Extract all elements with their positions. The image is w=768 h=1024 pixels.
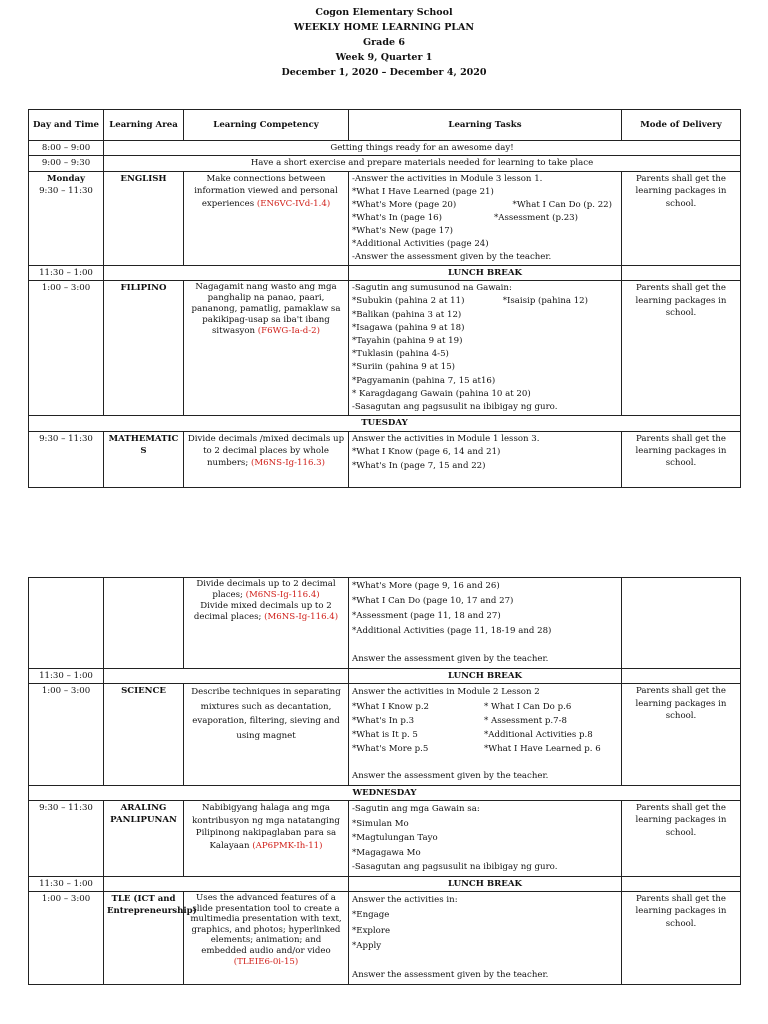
table-row xyxy=(29,684,741,785)
table-row xyxy=(29,141,741,156)
time-cell: 11:30 – 1:00 xyxy=(29,669,104,684)
empty-cell xyxy=(622,876,741,891)
task-item: *What I Know (page 6, 14 and 21) xyxy=(352,447,501,458)
task-item: Answer the activities in Module 2 Lesson 2 xyxy=(352,687,540,698)
day-time-cell xyxy=(29,171,104,265)
date-range: December 1, 2020 – December 4, 2020 xyxy=(281,67,487,78)
task-item: *Additional Activities (page 24) xyxy=(352,238,489,249)
task-item: *What I Have Learned p. 6 xyxy=(484,744,601,755)
competency-text: Divide decimals /mixed decimals up to 2 decimal places by whole numbers; xyxy=(187,433,345,469)
task-item: *Assessment (p.23) xyxy=(493,212,578,223)
competency-code: (F6WG-Ia-d-2) xyxy=(257,326,320,337)
mode-of-delivery: Parents shall get the learning packages in school. xyxy=(622,281,741,416)
task-pair xyxy=(352,728,618,742)
table-row xyxy=(29,171,741,265)
learning-area: FILIPINO xyxy=(104,281,184,416)
time-cell: 1:00 – 3:00 xyxy=(29,281,104,416)
empty-cell xyxy=(622,669,741,684)
table-row xyxy=(29,578,741,669)
competency-code: (EN6VC-IVd-1.4) xyxy=(256,198,331,209)
task-item: * Karagdagang Gawain (pahina 10 at 20) xyxy=(352,388,531,399)
task-item: *Explore xyxy=(352,925,391,936)
competency-text: Nabibigyang halaga ang mga kontribusyon ng mga natatanging Pilipinong nakipaglaban para sa Kalayaan xyxy=(192,803,340,851)
task-item: *What's In (page 16) xyxy=(352,212,442,223)
table-row xyxy=(29,785,741,800)
empty-cell xyxy=(104,265,349,280)
day-divider: TUESDAY xyxy=(29,416,741,431)
task-item: *Engage xyxy=(352,910,390,921)
col-header-day-time: Day and Time xyxy=(29,110,104,141)
competency-code: (M6NS-Ig-116.3) xyxy=(250,458,325,469)
task-pair xyxy=(352,212,618,225)
time-cell: 11:30 – 1:00 xyxy=(29,265,104,280)
competency-text: Divide decimals up to 2 decimal places; xyxy=(196,579,336,600)
table-row xyxy=(29,891,741,985)
learning-area: SCIENCE xyxy=(104,684,184,785)
general-activity: Getting things ready for an awesome day! xyxy=(104,141,741,156)
learning-tasks xyxy=(349,431,622,488)
empty-cell xyxy=(104,876,349,891)
task-item: *Additional Activities (page 11, 18-19 and 28) xyxy=(352,626,552,636)
task-item: *Tuklasin (pahina 4-5) xyxy=(352,349,449,360)
learning-plan-table-page2 xyxy=(28,577,741,985)
plan-title: WEEKLY HOME LEARNING PLAN xyxy=(293,22,475,33)
task-item: * Assessment p.7-8 xyxy=(484,715,567,726)
time-cell: 1:00 – 3:00 xyxy=(29,684,104,785)
competency-code: (AP6PMK-Ih-11) xyxy=(252,840,323,851)
col-header-area: Learning Area xyxy=(104,110,184,141)
learning-tasks xyxy=(349,801,622,877)
empty-cell xyxy=(104,669,349,684)
task-item: *Magagawa Mo xyxy=(352,847,421,858)
task-item: *What's In (page 7, 15 and 22) xyxy=(352,460,486,471)
task-item: *Isaisip (pahina 12) xyxy=(502,296,588,307)
time-cell: 9:30 – 11:30 xyxy=(29,431,104,488)
empty-cell xyxy=(622,578,741,669)
table-header-row xyxy=(29,110,741,141)
table-row xyxy=(29,281,741,416)
task-item: *Magtulungan Tayo xyxy=(352,833,438,844)
competency-code: (M6NS-Ig-116.4) xyxy=(245,590,320,600)
task-item: *Apply xyxy=(352,941,382,952)
table-row xyxy=(29,431,741,488)
learning-tasks xyxy=(349,578,622,669)
competency-code: (M6NS-Ig-116.4) xyxy=(264,612,339,622)
task-pair xyxy=(352,199,618,212)
table-row xyxy=(29,801,741,877)
task-item: * What I Can Do p.6 xyxy=(484,701,572,712)
task-pair xyxy=(352,700,618,714)
mode-of-delivery: Parents shall get the learning packages in school. xyxy=(622,801,741,877)
competency-text: Make connections between information viewed and personal experiences xyxy=(194,173,338,209)
empty-cell xyxy=(622,265,741,280)
task-item: Answer the assessment given by the teacher. xyxy=(352,969,549,980)
learning-area: ENGLISH xyxy=(104,171,184,265)
task-item: *Isagawa (pahina 9 at 18) xyxy=(352,322,465,333)
task-item: *What's New (page 17) xyxy=(352,225,454,236)
learning-competency: Describe techniques in separating mixtures such as decantation, evaporation, filtering, sieving and using magnet xyxy=(184,684,349,785)
task-item: *Subukin (pahina 2 at 11) xyxy=(352,296,465,307)
task-item: *What's More (page 20) xyxy=(352,199,457,210)
day-divider: WEDNESDAY xyxy=(29,785,741,800)
empty-cell xyxy=(29,578,104,669)
learning-competency xyxy=(184,171,349,265)
task-item: *Suriin (pahina 9 at 15) xyxy=(352,362,456,373)
learning-area: ARALING PANLIPUNAN xyxy=(104,801,184,877)
task-item: *What's More p.5 xyxy=(352,744,429,755)
task-item: *Simulan Mo xyxy=(352,818,409,829)
learning-tasks xyxy=(349,891,622,985)
mode-of-delivery: Parents shall get the learning packages in school. xyxy=(622,891,741,985)
task-item: *Additional Activities p.8 xyxy=(484,730,593,741)
table-row xyxy=(29,876,741,891)
day-label: Monday xyxy=(46,173,86,184)
lunch-break: LUNCH BREAK xyxy=(349,876,622,891)
task-pair xyxy=(352,714,618,728)
time-cell: 9:30 – 11:30 xyxy=(29,801,104,877)
general-activity: Have a short exercise and prepare materials needed for learning to take place xyxy=(104,156,741,171)
task-item: -Answer the assessment given by the teacher. xyxy=(352,251,552,262)
competency-text: Nagagamit nang wasto ang mga panghalip na panao, paari, pananong, pamatlig, pamaklaw sa pakikipag-usap sa iba't ibang sitwasyon xyxy=(191,282,341,337)
learning-competency xyxy=(184,578,349,669)
task-item: *What I Have Learned (page 21) xyxy=(352,186,494,197)
task-item: *What I Can Do (p. 22) xyxy=(512,199,612,210)
table-row xyxy=(29,669,741,684)
mode-of-delivery: Parents shall get the learning packages in school. xyxy=(622,431,741,488)
learning-competency xyxy=(184,801,349,877)
mode-of-delivery: Parents shall get the learning packages in school. xyxy=(622,684,741,785)
time-cell: 1:00 – 3:00 xyxy=(29,891,104,985)
learning-competency xyxy=(184,281,349,416)
lunch-break: LUNCH BREAK xyxy=(349,669,622,684)
learning-plan-table-page1 xyxy=(28,109,741,488)
task-item: *Assessment (page 11, 18 and 27) xyxy=(352,611,501,621)
task-item: Answer the assessment given by the teacher. xyxy=(352,771,549,782)
task-item: Answer the activities in Module 1 lesson 3. xyxy=(352,433,540,444)
time-cell: 8:00 – 9:00 xyxy=(29,141,104,156)
task-pair xyxy=(352,295,618,308)
competency-text: Uses the advanced features of a slide presentation tool to create a multimedia presentation with text, graphics, and photos; hyperlinked elements; animation; and embedded audio and/or video xyxy=(190,892,342,956)
lunch-break: LUNCH BREAK xyxy=(349,265,622,280)
learning-tasks xyxy=(349,171,622,265)
learning-tasks xyxy=(349,684,622,785)
task-item: -Sagutin ang sumusunod na Gawain: xyxy=(352,283,512,294)
spacer xyxy=(352,955,618,968)
competency-code: (TLEIE6-0i-15) xyxy=(233,956,299,967)
learning-tasks xyxy=(349,281,622,416)
learning-area: TLE (ICT and Entrepreneurship) xyxy=(104,891,184,985)
task-item: *Balikan (pahina 3 at 12) xyxy=(352,309,462,320)
time-cell: 11:30 – 1:00 xyxy=(29,876,104,891)
table-row xyxy=(29,265,741,280)
task-item: -Sasagutan ang pagsusulit na ibibigay ng guro. xyxy=(352,862,558,873)
grade-label: Grade 6 xyxy=(363,37,405,48)
learning-competency xyxy=(184,431,349,488)
table-row xyxy=(29,416,741,431)
spacer xyxy=(352,473,618,486)
col-header-tasks: Learning Tasks xyxy=(349,110,622,141)
week-label: Week 9, Quarter 1 xyxy=(335,52,433,63)
task-item: *What's More (page 9, 16 and 26) xyxy=(352,581,500,591)
school-name: Cogon Elementary School xyxy=(315,7,453,18)
col-header-competency: Learning Competency xyxy=(184,110,349,141)
time-cell: 9:00 – 9:30 xyxy=(29,156,104,171)
task-pair xyxy=(352,742,618,756)
mode-of-delivery: Parents shall get the learning packages in school. xyxy=(622,171,741,265)
task-item: *What I Know p.2 xyxy=(352,701,430,712)
spacer xyxy=(352,756,618,769)
empty-cell xyxy=(104,578,184,669)
task-item: *What I Can Do (page 10, 17 and 27) xyxy=(352,596,514,606)
col-header-mode: Mode of Delivery xyxy=(622,110,741,141)
spacer xyxy=(352,639,618,652)
task-item: Answer the assessment given by the teacher. xyxy=(352,654,549,664)
task-item: -Answer the activities in Module 3 lesson 1. xyxy=(352,173,543,184)
learning-area: MATHEMATICS xyxy=(104,431,184,488)
task-item: *Tayahin (pahina 9 at 19) xyxy=(352,336,463,347)
task-item: *Pagyamanin (pahina 7, 15 at16) xyxy=(352,375,496,386)
task-item: *What's In p.3 xyxy=(352,715,415,726)
task-item: -Sagutin ang mga Gawain sa: xyxy=(352,804,480,815)
competency-text: Divide mixed decimals up to 2 decimal places; xyxy=(193,601,332,622)
task-item: Answer the activities in: xyxy=(352,894,458,905)
learning-competency xyxy=(184,891,349,985)
table-row xyxy=(29,156,741,171)
task-item: *What is It p. 5 xyxy=(352,730,418,741)
task-item: -Sasagutan ang pagsusulit na ibibigay ng guro. xyxy=(352,402,558,413)
document-header xyxy=(0,0,768,80)
time-label: 9:30 – 11:30 xyxy=(39,186,93,197)
